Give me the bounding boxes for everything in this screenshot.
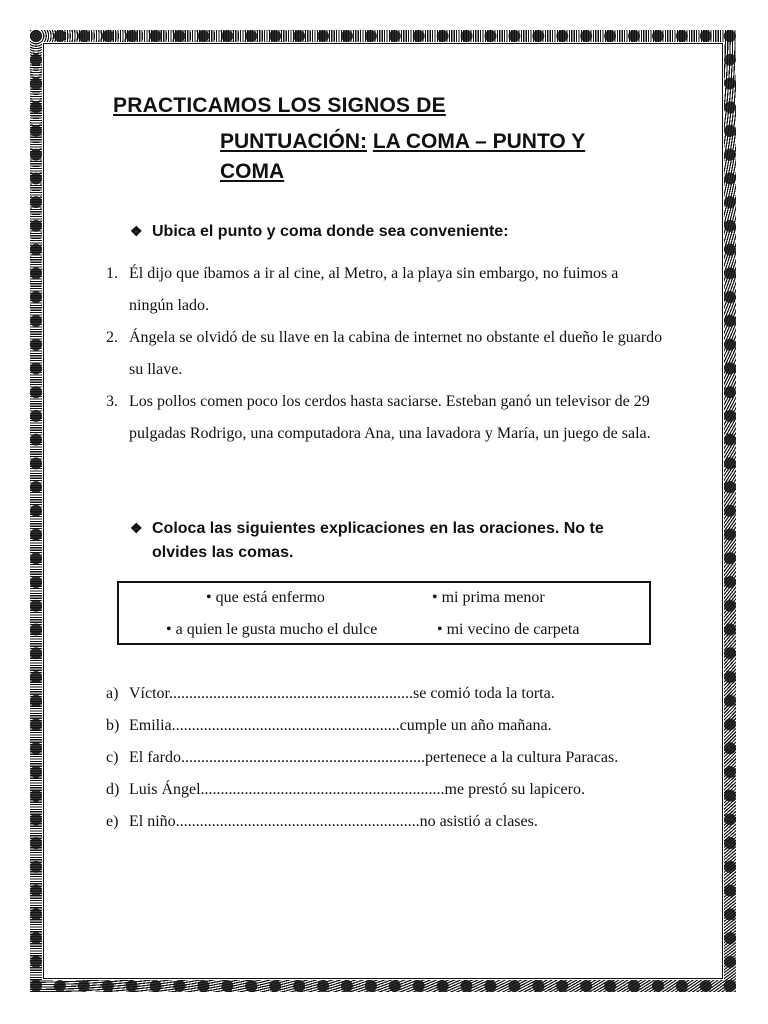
title-word-puntuacion: PUNTUACIÓN: (220, 130, 367, 153)
item-number: 1. (106, 265, 118, 282)
option-item: • que está enfermo (206, 589, 325, 606)
diamond-bullet-icon: ❖ (130, 223, 143, 239)
item-letter: d) (106, 781, 120, 798)
instruction-1 (130, 219, 509, 244)
title-line-2 (220, 130, 585, 154)
item-text: Ángela se olvidó de su llave en la cabina de internet no obstante el dueño le guardo su llave. (129, 329, 663, 378)
list-item (106, 710, 686, 742)
list-item (106, 806, 686, 838)
item-letter: b) (106, 717, 120, 734)
title-line-1: PRACTICAMOS LOS SIGNOS DE (113, 94, 446, 117)
title-la-coma: LA COMA – PUNTO Y (372, 130, 586, 153)
instruction-2-text-line-2: olvides las comas. (152, 544, 294, 561)
item-number: 3. (106, 393, 118, 410)
item-number: 2. (106, 329, 118, 346)
list-item (106, 774, 686, 806)
item-letter: e) (106, 813, 119, 830)
item-letter: c) (106, 749, 119, 766)
list-item (106, 258, 666, 322)
instruction-2-text-line-1: Coloca las siguientes explicaciones en las oraciones. No te (152, 520, 604, 537)
option-item: • mi vecino de carpeta (437, 621, 580, 638)
instruction-1-text: Ubica el punto y coma donde sea conveniente: (152, 223, 509, 240)
item-text: Él dijo que íbamos a ir al cine, al Metro, a la playa sin embargo, no fuimos a ningún lado. (129, 265, 619, 314)
title-line-3: COMA (220, 160, 285, 183)
item-text: Los pollos comen poco los cerdos hasta saciarse. Esteban ganó un televisor de 29 pulgadas Rodrigo, una computadora Ana, una lavadora y María, un juego de sala. (129, 393, 651, 442)
item-text: El fardo.............................................................pertenece a la cultura Paracas. (129, 749, 619, 766)
exercise-2-list (106, 678, 686, 838)
exercise-1-list (106, 258, 666, 450)
options-box (117, 581, 651, 645)
item-text: Emilia.........................................................cumple un año mañana. (129, 717, 552, 734)
option-item: • mi prima menor (432, 589, 545, 606)
list-item (106, 742, 686, 774)
instruction-2 (130, 516, 650, 565)
option-item: • a quien le gusta mucho el dulce (166, 621, 378, 638)
item-text: Víctor.............................................................se comió toda la torta. (129, 685, 555, 702)
list-item (106, 386, 666, 450)
item-text: El niño.............................................................no asistió a clases. (129, 813, 538, 830)
list-item (106, 322, 666, 386)
item-letter: a) (106, 685, 119, 702)
decorative-border (30, 30, 736, 992)
list-item (106, 678, 686, 710)
diamond-bullet-icon: ❖ (130, 520, 143, 536)
item-text: Luis Ángel.............................................................me prestó su lapicero. (129, 781, 585, 798)
